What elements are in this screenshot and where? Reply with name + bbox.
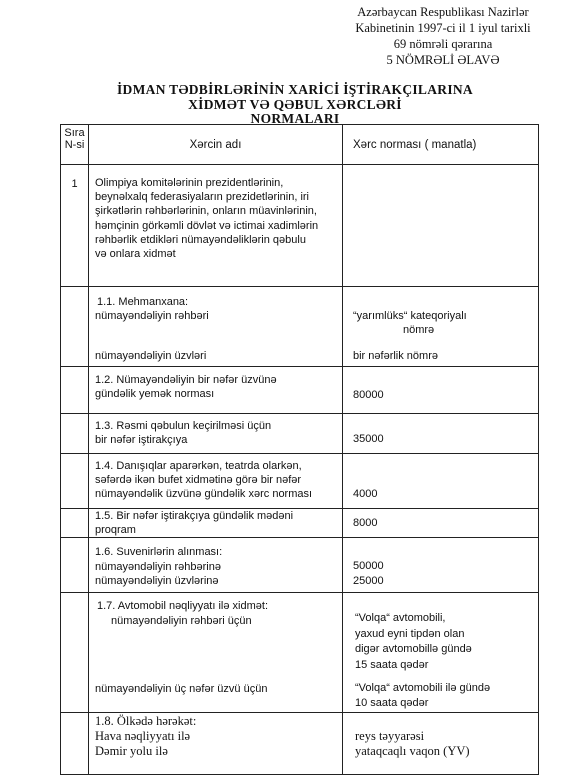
row-value: 80000 [343,367,539,414]
row-number: 1 [61,165,89,287]
row-description-line: 1.2. Nümayəndəliyin bir nəfər üzvünə [95,374,277,386]
row-sub-label: nümayəndəliyin rəhbəri [95,310,209,323]
document-header [318,4,568,68]
row-sub-value: yaxud eyni tipdən olan [355,627,465,640]
row-value [343,712,539,774]
row-sub-value: “Volqa“ avtomobili, [355,612,446,625]
row-number [61,593,89,712]
row-sub-value: 10 saata qədər [355,697,429,710]
row-value [343,165,539,287]
row-value [343,287,539,367]
row-sub-value: bir nəfərlik nömrə [353,350,438,363]
row-sub-value: “Volqa“ avtomobili ilə gündə [355,682,491,695]
expense-norms-table [60,124,539,775]
row-description-line: rəhbərlik etdikləri nümayəndəliklərin qəbulu [95,233,306,246]
row-sub-value: nömrə [403,324,435,337]
table-row [61,367,539,414]
row-number [61,509,89,538]
row-sub-label: nümayəndəliyin üzvləri [95,350,207,363]
row-number [61,414,89,454]
row-description-line: bir nəfər iştirakçıya [95,434,188,447]
row-value: 8000 [343,509,539,538]
row-description [89,712,343,774]
row-description-line: beynəlxalq federasiyaların prezidetlərinin, iri [95,191,310,204]
row-sub-label: Dəmir yolu ilə [95,743,168,758]
row-value: 35000 [343,414,539,454]
document-title-line-1: İDMAN TƏDBİRLƏRİNİN XARİCİ İŞTİRAKÇILARINA [117,82,473,97]
column-header-name: Xərcin adı [89,125,343,165]
row-description-line: həmçinin görkəmli dövlət və ictimai xadimlərin [95,219,319,232]
table-row [61,509,539,538]
row-value [343,538,539,593]
row-sub-label: nümayəndəliyin rəhbərinə [95,560,221,573]
table-row [61,287,539,367]
row-title: 1.1. Mehmanxana: [97,296,189,308]
row-description [89,287,343,367]
table-row [61,593,539,712]
row-description [89,414,343,454]
header-line: 69 nömrəli qərarına [393,37,493,51]
row-sub-value: 50000 [353,560,384,573]
row-sub-label: Hava nəqliyyatı ilə [95,728,191,743]
row-description [89,454,343,509]
table-row [61,454,539,509]
row-title: 1.8. Ölkədə hərəkət: [95,713,197,728]
table-row [61,165,539,287]
row-description-line: nümayəndəlik üzvünə gündəlik xərc norması [95,488,313,501]
row-sub-value: “yarımlüks“ kateqoriyalı [353,310,467,322]
document-title-line-3: NORMALARI [250,111,340,126]
row-description [89,538,343,593]
row-number [61,287,89,367]
row-description-line: gündəlik yemək norması [95,388,215,401]
row-description [89,165,343,287]
header-line: Azərbaycan Respublikası Nazirlər [357,5,529,19]
column-header-number [61,125,89,165]
row-description [89,367,343,414]
row-description [89,593,343,712]
row-title: 1.6. Suvenirlərin alınması: [95,546,223,559]
row-sub-label: nümayəndəliyin rəhbəri üçün [111,614,252,627]
row-sub-label: nümayəndəliyin üzvlərinə [95,574,219,587]
header-line: Kabinetinin 1997-ci il 1 iyul tarixli [355,21,531,35]
row-description-line: və onlara xidmət [95,248,176,261]
row-sub-value: 15 saata qədər [355,658,429,671]
row-sub-value: 25000 [353,574,384,587]
row-number [61,454,89,509]
row-description-line: 1.3. Rəsmi qəbulun keçirilməsi üçün [95,420,272,432]
column-header-number-line1: Sıra [64,127,85,139]
row-description-line: şirkətlərin rəhbərlərinin, onların müavinlərinin, [95,205,317,218]
table-row [61,712,539,774]
document-title-line-2: XİDMƏT VƏ QƏBUL XƏRCLƏRİ [188,97,402,112]
row-number [61,712,89,774]
row-title: 1.7. Avtomobil nəqliyyatı ilə xidmət: [97,600,268,613]
row-number [61,367,89,414]
column-header-norm: Xərc norması ( manatla) [343,125,539,165]
row-sub-value: yataqcaqlı vaqon (YV) [355,743,470,758]
table-row [61,414,539,454]
row-value [343,593,539,712]
table-header-row [61,125,539,165]
table-row [61,538,539,593]
header-line: 5 NÖMRƏLİ ƏLAVƏ [386,53,500,67]
row-description-line: Olimpiya komitələrinin prezidentlərinin, [95,177,284,189]
row-sub-value: digər avtomobillə gündə [355,643,472,656]
row-description-line: səfərdə ikən bufet xidmətinə görə bir nəfər [95,474,302,487]
row-number [61,538,89,593]
row-description: 1.5. Bir nəfər iştirakçıya gündəlik mədəni proqram [89,509,343,538]
row-description-line: 1.4. Danışıqlar aparərkən, teatrda olarkən, [95,460,302,472]
column-header-number-line2: N-si [64,139,85,151]
row-value: 4000 [343,454,539,509]
row-sub-value: reys təyyarəsi [355,728,425,743]
row-sub-label: nümayəndəliyin üç nəfər üzvü üçün [95,682,268,695]
